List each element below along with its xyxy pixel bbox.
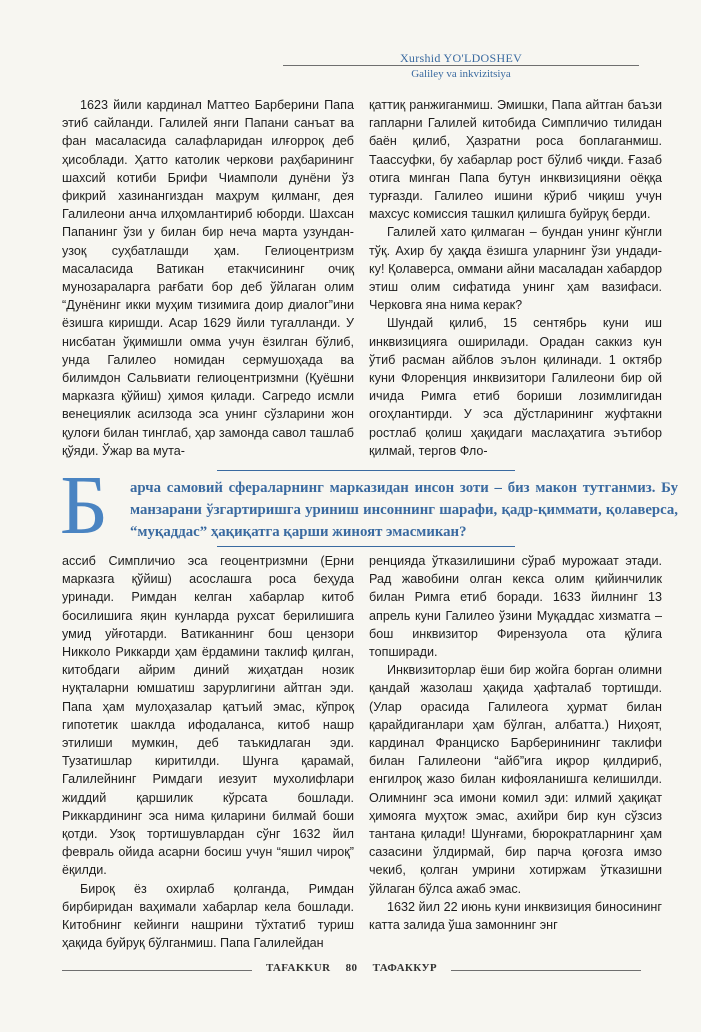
running-footer [62, 960, 641, 980]
quote-bottom-rule [217, 546, 515, 547]
footer-text [62, 962, 641, 974]
paragraph: 1623 йили кардинал Маттео Барберини Папа этиб сайланди. Галилей янги Папани санъат ва фан масаласида салафларидан илғорроқ деб ҳисоблади. Ҳатто католик черкови раҳбарининг шахсий котиби Брифи Чиамполи дунёни ўз фикрий хазинангиздан маҳрум қилманг, дея Галилеони анча илҳомлантириб юборди. Шахсан Папанинг ўзи у билан бир неча марта узундан-узоқ суҳбатлашди ҳам. Гелиоцентризм масаласида Ватикан етакчисининг очиқ мунозараларга рағбати бор деб ўйлаган олим “Дунёнинг икки муҳим тизимига доир диалог”ини ёзишга киришди. Асар 1629 йили тугалланди. У нисбатан ўқимишли омма учун ёзилган бўлиб, унда Галилео номидан сермушоҳада ва билимдон Сальвиати гелиоцентризмни (Қуёшни марказга қўйиш) ҳимоя қилади. Сагредо исмли венециялик асилзода эса унинг сўзларини жон қулоғи билан тинглаб, ҳар замонда савол ташлаб қўяди. Ўжар ва мута- [62, 98, 354, 458]
author-name: Xurshid YO'LDOSHEV [399, 51, 523, 65]
quote-top-rule [217, 470, 515, 471]
footer-magazine-latin: TAFAKKUR [265, 962, 331, 974]
pull-quote-text: арча самовий сфераларнинг марказидан инсон зоти – биз макон тутганмиз. Бу манзарани ўзгартиришга уриниш инсоннинг шарафи, қадр-қиммати, қолаверса, “муқаддас” ҳақиқатга қарши жиноят эмасмикан? [130, 480, 678, 540]
paragraph: қаттиқ ранжиганмиш. Эмишки, Папа айтган баъзи гапларни Галилей китобида Симпличио тилидан баён қилиб, Ҳазратни роса боплаганмиш. Таассуфки, бу хабарлар рост бўлиб чиқди. Ғазаб отига минган Папа бутун инквизицияни оёққа турғазди. Галилео ишини кўриб чиқиш учун махсус комиссия ташкил қилишга буйруқ берди. [369, 98, 662, 222]
header-divider [283, 65, 639, 66]
paragraph: Бироқ ёз охирлаб қолганда, Римдан бирбиридан ваҳимали хабарлар кела бошлади. Китобнинг кейинги нашрини тўхтатиб туриш ҳақида буйруқ бўлганмиш. Папа Галилейдан [62, 881, 354, 951]
paragraph: Шундай қилиб, 15 сентябрь куни иш инквизицияга оширилади. Орадан саккиз кун ўтиб расман айблов эълон қилинади. 1 октябр куни Флоренция инквизитори Галилеони бир ой ичида Римга етиб бориши лозимлигидан огоҳлантирди. У эса дўстларининг жуфтакни ростлаб қолиш ҳақидаги маслаҳатига эътибор қилмай, тергов Фло- [369, 316, 662, 458]
paragraph: Инквизиторлар ёши бир жойга борган олимни қандай жазолаш ҳақида ҳафталаб тортишди. (Улар орасида Галилеога ҳурмат билан қарайдиганлари ҳам бўлган, албатта.) Ниҳоят, кардинал Франциско Барберинининг таклифи билан Галилеони “айб”ига иқрор қилдириб, енгилроқ жазо билан кифояланишга келишилди. Олимнинг эса имони комил эди: илмий ҳақиқат ҳимояга муҳтож эмас, ахийри бир кун сўзсиз тантана қилади! Шунғами, бюрократларнинг ҳам сазасини ўлдирмай, бир парча қоғозга имзо чекиб, қолган умрини хотиржам ўтказишни ўйлаган бўлса ажаб эмас. [369, 663, 662, 896]
column-3 [62, 552, 354, 952]
footer-magazine-cyrillic: ТАФАККУР [372, 962, 438, 974]
pull-quote [48, 459, 678, 552]
paragraph: ассиб Симпличио эса геоцентризмни (Ерни марказга қўйиш) асослашга роса беҳуда уринади. Римдан келган хабарлар китоб босилишига яқин кунларда рухсат берилишига умид уйғотарди. Ватиканнинг бош цензори Никколо Риккарди ҳам ёрдамини таклиф қилган, китобдаги айрим диний жиҳатдан нозик нуқталарни юмшатиш зарурлигини айтган эди. Папа ҳам мулоҳазалар қатъий эмас, кўпроқ гипотетик шаклда ифодаланса, китоб нашр этилиши мумкин, деб таъкидлаган эди. Тузатишлар киритилди. Шунга қарамай, Галилейнинг Римдаги иезуит мухолифлари жиддий қаршилик кўрсата бошлади. Риккардининг эса нима қиларини билмай боши қотди. Узоқ тортишувлардан сўнг 1632 йил февраль ойида асарни босиш учун “яшил чироқ” ёқилди. [62, 554, 354, 878]
page-number: 80 [345, 962, 358, 974]
column-4 [369, 552, 662, 934]
article-subtitle: Galiley va inkvizitsiya [411, 68, 511, 80]
running-header [0, 46, 701, 86]
pull-quote-dropcap: Б [59, 459, 109, 552]
column-1 [62, 96, 354, 460]
paragraph: ренцияда ўтказилишини сўраб мурожаат этади. Рад жавобини олган кекса олим қийинчилик билан Римга етиб боради. 1633 йилнинг 13 апрель куни Галилео ўзини Муқаддас хизматга – бош инквизитор Фирензуола ота қўлига топширади. [369, 554, 662, 660]
paragraph: Галилей хато қилмаган – бундан унинг кўнгли тўқ. Ахир бу ҳақда ёзишга уларнинг ўзи ундади-ку! Қолаверса, оммани айни масаладан хабардор этиш олим сифатида унинг ҳам вазифаси. Черковга яна нима керак? [369, 225, 662, 313]
paragraph: 1632 йил 22 июнь куни инквизиция биносининг катта залида ўша замоннинг энг [369, 899, 662, 933]
column-2 [369, 96, 662, 460]
